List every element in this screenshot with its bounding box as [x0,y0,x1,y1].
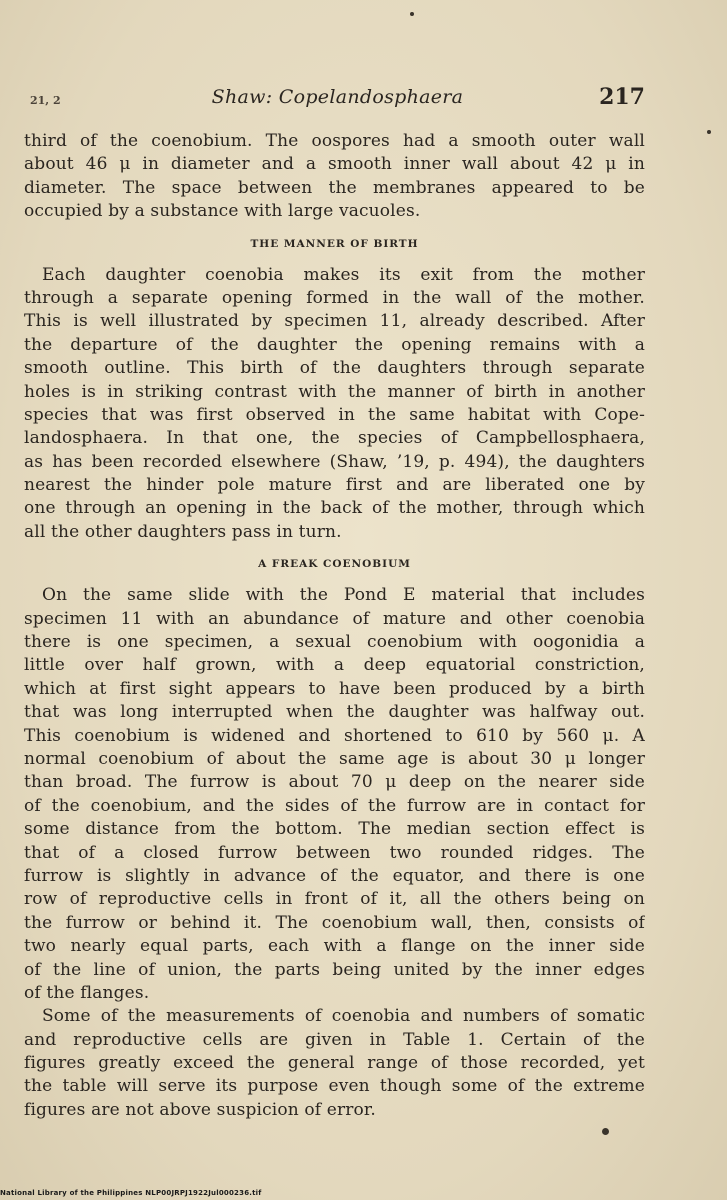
paragraph-measurements [24,1005,645,1122]
text-line: holes is in striking contrast with the manner of birth in another [24,381,645,402]
text-line: Some of the measurements of coenobia and numbers of somatic [42,1006,645,1027]
volume-number: 21, 2 [30,94,61,107]
section-heading-manner-of-birth: THE MANNER OF BIRTH [250,237,419,250]
text-line: specimen 11 with an abundance of mature and other coenobia [24,608,645,629]
text-line: Each daughter coenobia makes its exit from the mother [42,264,645,285]
section-heading-freak-coenobium: A FREAK COENOBIUM [258,558,411,571]
text-line: through a separate opening formed in the wall of the mother. [24,287,645,308]
text-line: nearest the hinder pole mature first and are liberated one by [24,475,645,496]
text-line: some distance from the bottom. The median section effect is [24,819,645,840]
text-line: occupied by a substance with large vacuoles. [24,201,421,222]
text-line: furrow is slightly in advance of the equator, and there is one [24,865,645,886]
text-line: two nearly equal parts, each with a flange on the inner side [24,936,645,957]
text-line: third of the coenobium. The oospores had a smooth outer wall [24,131,645,151]
text-line: of the coenobium, and the sides of the furrow are in contact for [24,795,645,816]
text-line: row of reproductive cells in front of it, all the others being on [24,889,645,910]
text-line: and reproductive cells are given in Table 1. Certain of the [24,1029,645,1050]
text-line: the departure of the daughter the opening remains with a [24,334,645,355]
text-line: On the same slide with the Pond E material that includes [42,585,645,606]
text-line: one through an opening in the back of the mother, through which [24,498,645,519]
running-title: Shaw: Copelandosphaera [211,86,464,108]
text-line: little over half grown, with a deep equatorial constriction, [24,655,645,676]
text-line: that of a closed furrow between two rounded ridges. The [24,842,645,863]
ink-speck-mark [410,12,414,16]
text-line: there is one specimen, a sexual coenobium with oogonidia a [24,632,645,653]
page-header [30,86,645,116]
text-line: the table will serve its purpose even though some of the extreme [24,1076,645,1097]
text-line: which at first sight appears to have been produced by a birth [24,678,645,699]
paragraph-manner-of-birth [24,264,645,545]
text-line: species that was first observed in the same habitat with Cope- [24,404,645,425]
text-line: all the other daughters pass in turn. [24,521,342,542]
text-line: This is well illustrated by specimen 11, already described. After [24,311,645,332]
text-line: normal coenobium of about the same age is about 30 μ longer [24,748,645,769]
text-line: that was long interrupted when the daughter was halfway out. [24,702,645,723]
text-line: as has been recorded elsewhere (Shaw, ’19, p. 494), the daughters [24,451,645,472]
text-line: of the flanges. [24,982,150,1003]
text-line: the furrow or behind it. The coenobium wall, then, consists of [24,912,645,933]
text-line: figures greatly exceed the general range of those recorded, yet [24,1053,645,1074]
text-line: of the line of union, the parts being united by the inner edges [24,959,645,980]
ink-speck-mark [602,1128,609,1135]
scan-footer: National Library of the Philippines NLP00JRPJ1922Jul000236.tif [0,1189,262,1197]
paragraph-oospores [24,130,645,224]
text-line: landosphaera. In that one, the species of Campbellosphaera, [24,428,645,449]
text-line: than broad. The furrow is about 70 μ deep on the nearer side [24,772,645,793]
text-line: diameter. The space between the membranes appeared to be [24,177,645,198]
ink-speck-mark [707,130,711,134]
text-line: about 46 μ in diameter and a smooth inner wall about 42 μ in [24,154,645,175]
text-line: smooth outline. This birth of the daughters through separate [24,358,645,379]
text-line: This coenobium is widened and shortened to 610 by 560 μ. A [24,725,645,746]
paragraph-freak-coenobium [24,584,645,1005]
text-line: figures are not above suspicion of error. [24,1099,376,1120]
page-number: 217 [599,84,645,110]
body-text [24,130,645,1122]
